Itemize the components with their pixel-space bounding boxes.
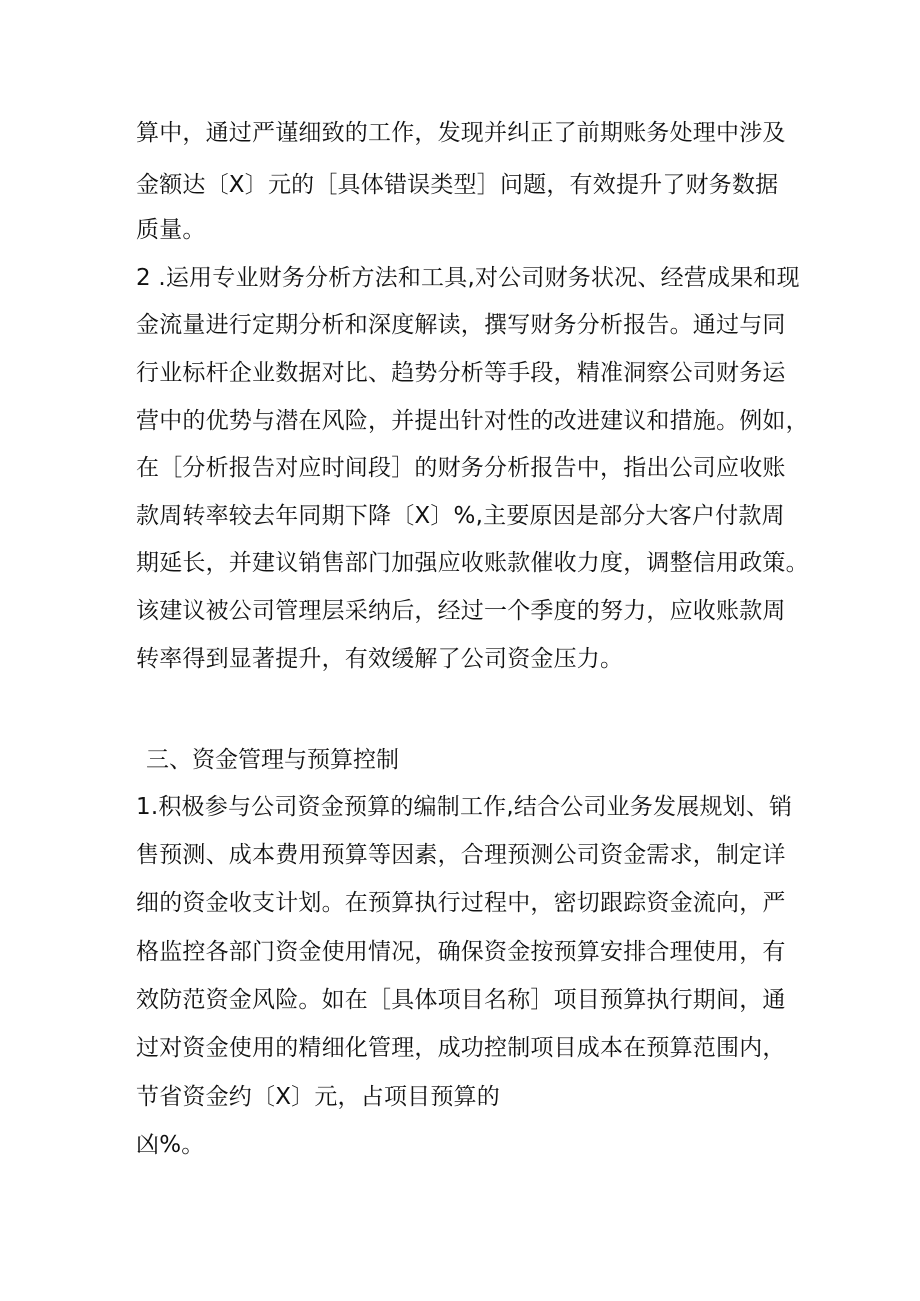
paragraph-1-line-2: 金额达〔X〕元的［具体错误类型］问题，有效提升了财务数据 xyxy=(136,172,779,198)
section-3-heading: 三、资金管理与预算控制 xyxy=(146,747,399,773)
paragraph-2-line-3: 行业标杆企业数据对比、趋势分析等手段，精准洞察公司财务运 xyxy=(136,360,786,386)
paragraph-1-line-1: 算中，通过严谨细致的工作，发现并纠正了前期账务处理中涉及 xyxy=(136,120,786,146)
section-3-line-4: 格监控各部门资金使用情况，确保资金按预算安排合理使用，有 xyxy=(136,939,786,965)
section-3-line-1: 1.积极参与公司资金预算的编制工作,结合公司业务发展规划、销 xyxy=(136,794,793,820)
section-3-line-8: 凶%。 xyxy=(136,1132,205,1158)
paragraph-2-line-6: 款周转率较去年同期下降〔X〕%,主要原因是部分大客户付款周 xyxy=(136,503,785,529)
paragraph-2-line-9: 转率得到显著提升，有效缓解了公司资金压力。 xyxy=(136,646,624,672)
paragraph-2-line-8: 该建议被公司管理层采纳后，经过一个季度的努力，应收账款周 xyxy=(136,598,786,624)
section-3-line-2: 售预测、成本费用预算等因素，合理预测公司资金需求，制定详 xyxy=(136,842,786,868)
paragraph-2-line-4: 营中的优势与潜在风险，并提出针对性的改进建议和措施。例如， xyxy=(136,408,809,434)
paragraph-2-line-1: 2 .运用专业财务分析方法和工具,对公司财务状况、经营成果和现 xyxy=(136,265,800,291)
section-3-line-6: 过对资金使用的精细化管理，成功控制项目成本在预算范围内， xyxy=(136,1035,786,1061)
section-3-line-7: 节省资金约〔X〕元，占项目预算的 xyxy=(136,1084,500,1110)
paragraph-2-line-5: 在［分析报告对应时间段］的财务分析报告中，指出公司应收账 xyxy=(136,455,786,481)
section-3-line-5: 效防范资金风险。如在［具体项目名称］项目预算执行期间，通 xyxy=(136,987,786,1013)
paragraph-2-line-2: 金流量进行定期分析和深度解读，撰写财务分析报告。通过与同 xyxy=(136,312,786,338)
section-3-line-3: 细的资金收支计划。在预算执行过程中，密切跟踪资金流向，严 xyxy=(136,890,786,916)
paragraph-1-line-3: 质量。 xyxy=(136,217,206,243)
paragraph-2-line-7: 期延长，并建议销售部门加强应收账款催收力度，调整信用政策。 xyxy=(136,550,809,576)
